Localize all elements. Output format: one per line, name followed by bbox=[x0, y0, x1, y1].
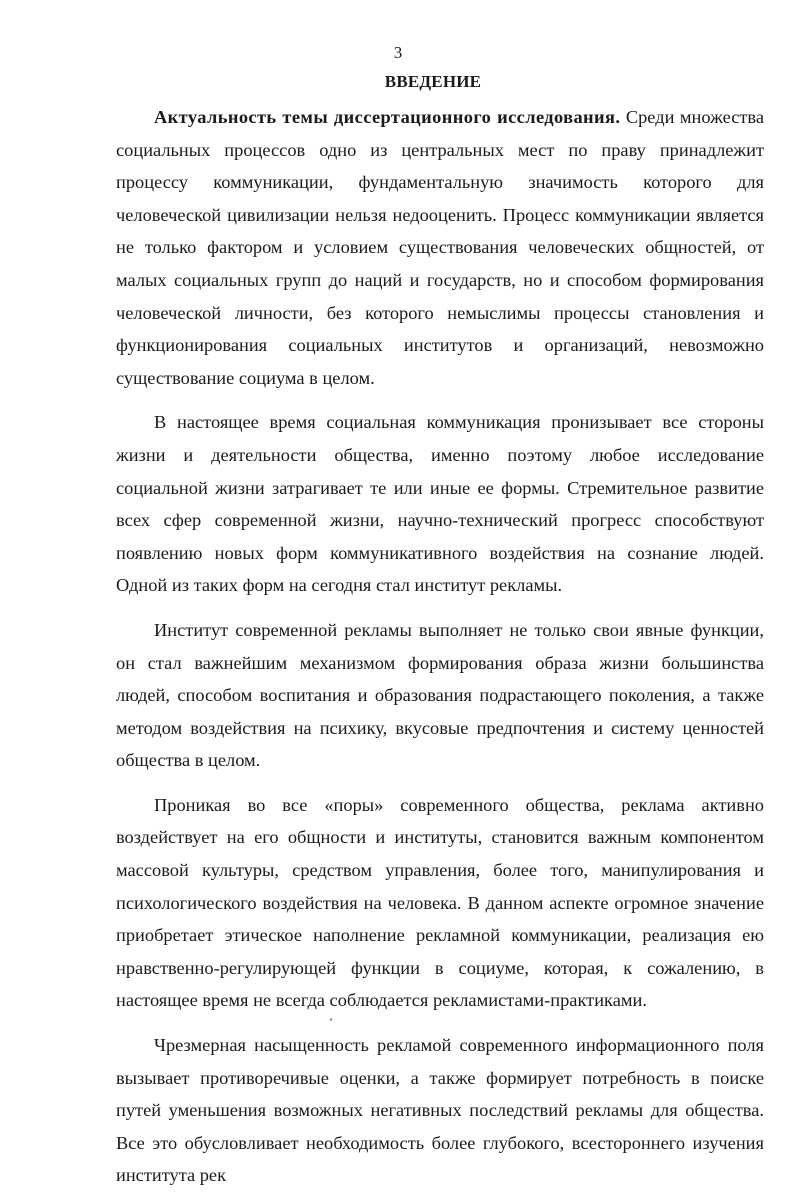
body-text bbox=[116, 101, 764, 1204]
page-number: 3 bbox=[393, 43, 403, 62]
paragraph-relevance bbox=[116, 101, 764, 394]
paragraph-social-communication bbox=[116, 406, 764, 602]
paragraph-text: Чрезмерная насыщенность рекламой современного информационного поля вызывает противоречивые оценки, а также формирует потребность в поиске путей уменьшения возможных негативных последствий рекламы для общества. Все это обусловливает необходимость более глубокого, всестороннего изучения института рек bbox=[116, 1035, 764, 1186]
paragraph-text: В настоящее время социальная коммуникация пронизывает все стороны жизни и деятельности общества, именно поэтому любое исследование социальной жизни затрагивает те или иные ее формы. Стремительное развитие всех сфер современной жизни, научно-технический прогресс способствуют появлению новых форм коммуникативного воздействия на сознание людей. Одной из таких форм на сегодня стал институт рекламы. bbox=[116, 412, 764, 596]
paragraph-advertising-institute bbox=[116, 614, 764, 777]
paragraph-text: Среди множества социальных процессов одно из центральных мест по праву принадлежит процессу коммуникации, фундаментальную значимость которого для человеческой цивилизации нельзя недооценить. Процесс коммуникации является не только фактором и условием существования человеческих общностей, от малых социальных групп до наций и государств, но и способом формирования человеческой личности, без которого немыслимы процессы становления и функционирования социальных институтов и организаций, невозможно существование социума в целом. bbox=[116, 107, 764, 388]
paragraph-text: Институт современной рекламы выполняет не только свои явные функции, он стал важнейшим механизмом формирования образа жизни большинства людей, способом воспитания и образования подрастающего поколения, а также методом воздействия на психику, вкусовые предпочтения и систему ценностей общества в целом. bbox=[116, 619, 764, 771]
paragraph-saturation bbox=[116, 1029, 764, 1192]
paragraph-text: Проникая во все «поры» современного общества, реклама активно воздействует на его общности и институты, становится важным компонентом массовой культуры, средством управления, более того, манипулирования и психологического воздействия на человека. В данном аспекте огромное значение приобретает этическое наполнение рекламной коммуникации, реализация ею нравственно-регулирующей функции в социуме, которая, к сожалению, в настоящее время не всегда соблюдается рекламистами-практиками. bbox=[116, 794, 764, 1011]
paragraph-lead-relevance: Актуальность темы диссертационного исследования. bbox=[154, 107, 621, 127]
section-heading: ВВЕДЕНИЕ bbox=[384, 72, 482, 91]
paragraph-advertising-influence bbox=[116, 789, 764, 1017]
